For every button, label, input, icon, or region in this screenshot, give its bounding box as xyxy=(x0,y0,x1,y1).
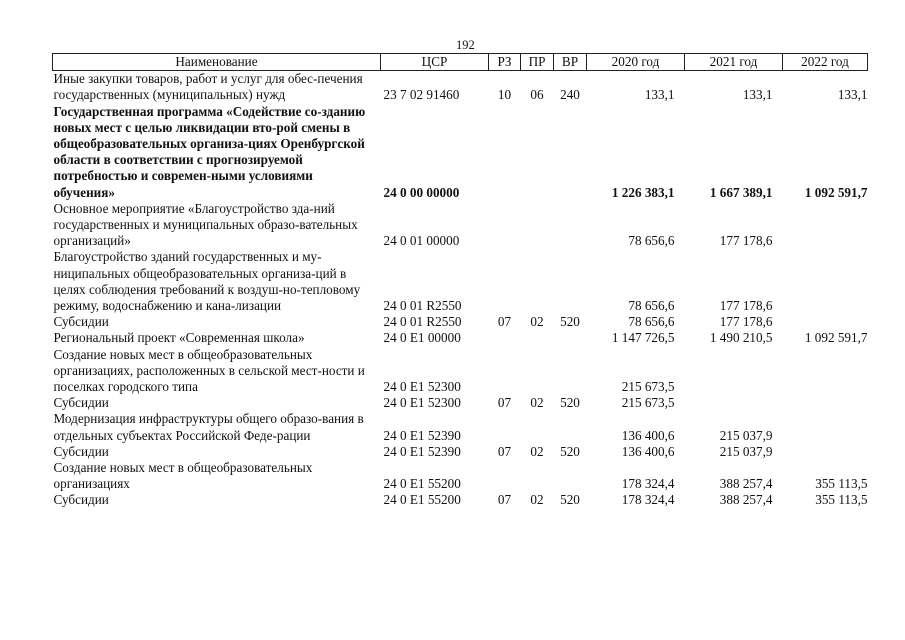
table-row xyxy=(53,395,868,411)
row-2021: 177 178,6 xyxy=(719,314,773,330)
row-name: Благоустройство зданий государственных и му-ниципальных общеобразовательных организа-ций в целях соблюдения требований к воздуш-но-тепловому режиму, водоснабжению и кана-лизации xyxy=(53,249,361,314)
row-2022: 1 092 591,7 xyxy=(804,330,868,346)
row-name: Создание новых мест в общеобразовательных организациях, расположенных в сельской мест-ности и поселках городского типа xyxy=(53,346,365,395)
row-csr: 24 0 01 R2550 xyxy=(383,298,462,314)
row-rz xyxy=(489,347,521,396)
row-2021: 177 178,6 xyxy=(719,233,773,249)
row-pr xyxy=(521,249,554,314)
row-pr: 02 xyxy=(530,492,544,508)
table-row xyxy=(53,201,868,250)
row-2020: 78 656,6 xyxy=(628,298,675,314)
budget-table xyxy=(52,53,868,509)
row-2022 xyxy=(783,314,868,330)
table-row xyxy=(53,314,868,330)
header-name: Наименование xyxy=(53,54,381,71)
row-pr: 02 xyxy=(530,443,544,459)
row-csr: 24 0 E1 52300 xyxy=(383,395,461,411)
row-csr: 24 0 E1 55200 xyxy=(383,476,461,492)
row-name: Субсидии xyxy=(53,314,109,330)
header-2022: 2022 год xyxy=(783,54,868,71)
row-2021: 388 257,4 xyxy=(719,492,773,508)
header-rz: РЗ xyxy=(489,54,521,71)
row-2020: 133,1 xyxy=(644,87,675,103)
row-2022 xyxy=(783,444,868,460)
row-vr: 520 xyxy=(560,314,580,330)
row-pr: 02 xyxy=(530,395,544,411)
header-2020: 2020 год xyxy=(587,54,685,71)
row-vr xyxy=(554,104,587,201)
row-name: Иные закупки товаров, работ и услуг для обес-печения государственных (муниципальных) нужд xyxy=(53,71,363,103)
row-csr: 23 7 02 91460 xyxy=(383,87,460,103)
table-row xyxy=(53,460,868,492)
row-name: Региональный проект «Современная школа» xyxy=(53,330,305,346)
table-row xyxy=(53,330,868,346)
header-2021: 2021 год xyxy=(685,54,783,71)
table-header-row xyxy=(53,54,868,71)
table-row xyxy=(53,347,868,396)
row-name: Создание новых мест в общеобразовательных организациях xyxy=(53,460,313,492)
table-row xyxy=(53,249,868,314)
row-2022 xyxy=(783,347,868,396)
row-vr xyxy=(554,347,587,396)
row-2021: 215 037,9 xyxy=(719,427,773,443)
row-2021: 1 667 389,1 xyxy=(709,184,773,200)
row-2022 xyxy=(783,249,868,314)
row-2022: 355 113,5 xyxy=(815,476,868,492)
row-vr: 520 xyxy=(560,395,580,411)
row-vr: 520 xyxy=(560,443,580,459)
row-csr: 24 0 E1 00000 xyxy=(383,330,461,346)
row-vr xyxy=(554,201,587,250)
row-csr: 24 0 01 R2550 xyxy=(383,314,462,330)
row-rz: 07 xyxy=(497,492,512,508)
header-pr: ПР xyxy=(521,54,554,71)
row-vr xyxy=(554,249,587,314)
row-rz: 10 xyxy=(497,87,512,103)
row-2022 xyxy=(783,201,868,250)
row-2020: 215 673,5 xyxy=(621,379,675,395)
row-csr: 24 0 E1 52390 xyxy=(383,427,461,443)
table-row xyxy=(53,71,868,104)
row-rz: 07 xyxy=(497,443,512,459)
row-vr: 240 xyxy=(560,87,580,103)
row-name: Субсидии xyxy=(53,395,109,411)
row-2020: 178 324,4 xyxy=(621,476,675,492)
row-2021: 388 257,4 xyxy=(719,476,773,492)
row-2021 xyxy=(685,395,783,411)
row-rz xyxy=(489,411,521,443)
row-pr: 02 xyxy=(530,314,544,330)
row-2020: 1 147 726,5 xyxy=(611,330,675,346)
table-row xyxy=(53,104,868,201)
row-name: Основное мероприятие «Благоустройство зда-ний государственных и муниципальных образо-вательных организаций» xyxy=(53,200,358,249)
row-2022 xyxy=(783,411,868,443)
row-csr: 24 0 01 00000 xyxy=(383,233,460,249)
header-csr: ЦСР xyxy=(381,54,489,71)
row-pr xyxy=(521,347,554,396)
table-row xyxy=(53,492,868,508)
row-2020: 178 324,4 xyxy=(621,492,675,508)
page-number: 192 xyxy=(456,38,475,52)
row-name: Субсидии xyxy=(53,492,109,508)
row-2022: 1 092 591,7 xyxy=(804,184,868,200)
table-row xyxy=(53,411,868,443)
row-pr xyxy=(521,460,554,492)
row-2021: 177 178,6 xyxy=(719,298,773,314)
row-2022: 133,1 xyxy=(837,87,868,103)
row-rz xyxy=(489,330,521,346)
row-2020: 136 400,6 xyxy=(621,427,675,443)
row-2021: 1 490 210,5 xyxy=(709,330,773,346)
row-vr: 520 xyxy=(560,492,580,508)
row-2020: 136 400,6 xyxy=(621,443,675,459)
row-2020: 78 656,6 xyxy=(628,233,675,249)
row-2022: 355 113,5 xyxy=(815,492,868,508)
row-2021 xyxy=(685,347,783,396)
row-rz xyxy=(489,249,521,314)
row-vr xyxy=(554,411,587,443)
row-rz: 07 xyxy=(497,314,512,330)
row-2021: 133,1 xyxy=(742,87,773,103)
row-csr: 24 0 E1 55200 xyxy=(383,492,461,508)
row-rz: 07 xyxy=(497,395,512,411)
row-pr: 06 xyxy=(530,87,544,103)
row-2020: 1 226 383,1 xyxy=(611,184,675,200)
row-csr: 24 0 00 00000 xyxy=(383,184,460,200)
row-vr xyxy=(554,460,587,492)
row-pr xyxy=(521,201,554,250)
row-rz xyxy=(489,104,521,201)
row-name: Субсидии xyxy=(53,443,109,459)
row-pr xyxy=(521,411,554,443)
row-2020: 215 673,5 xyxy=(621,395,675,411)
row-csr: 24 0 E1 52390 xyxy=(383,443,461,459)
row-pr xyxy=(521,104,554,201)
row-2022 xyxy=(783,395,868,411)
header-vr: ВР xyxy=(554,54,587,71)
row-rz xyxy=(489,460,521,492)
row-name: Государственная программа «Содействие со-зданию новых мест с целью ликвидации вто-рой смены в общеобразовательных организа-циях Оренбургской области в соответствии с прогнозируемой потребностью и современ-ными условиями обучения» xyxy=(53,103,366,200)
row-rz xyxy=(489,201,521,250)
row-2021: 215 037,9 xyxy=(719,443,773,459)
row-pr xyxy=(521,330,554,346)
row-name: Модернизация инфраструктуры общего образо-вания в отдельных субъектах Российской Феде-рации xyxy=(53,411,364,443)
row-csr: 24 0 E1 52300 xyxy=(383,379,461,395)
row-2020: 78 656,6 xyxy=(628,314,675,330)
table-row xyxy=(53,444,868,460)
row-vr xyxy=(554,330,587,346)
